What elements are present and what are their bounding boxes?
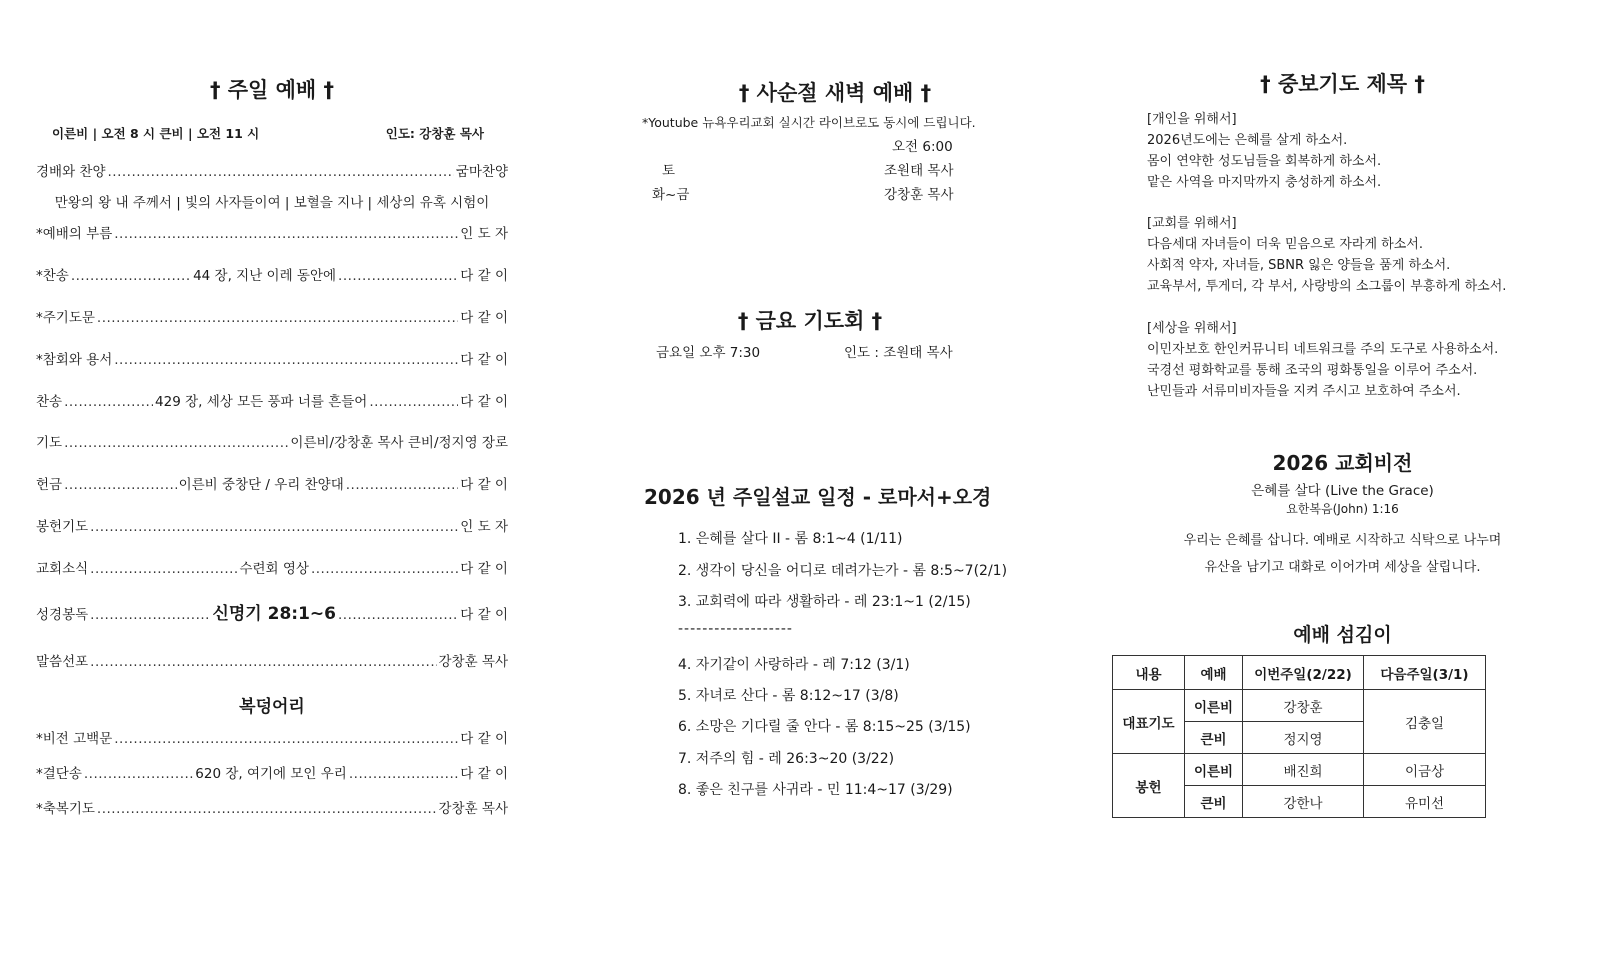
service-early: 이른비 [1185, 690, 1243, 722]
order-who: 인 도 자 [460, 519, 508, 535]
lent-dawn-title: † 사순절 새벽 예배 † [738, 81, 932, 105]
lent-leader: 강창훈 목사 [884, 187, 954, 203]
order-who: 굼마찬양 [455, 164, 508, 180]
prayer-item: 교육부서, 투게더, 각 부서, 사랑방의 소그룹이 부흥하게 하소서. [1147, 279, 1507, 294]
prayer-group-head: [개인을 위해서] [1147, 112, 1237, 127]
row-label-rep-prayer: 대표기도 [1113, 690, 1185, 754]
vision-text: 유산을 남기고 대화로 이어가며 세상을 살립니다. [1204, 560, 1481, 575]
order-who: 다 같 이 [460, 477, 508, 493]
worship-leader: 인도: 강창훈 목사 [385, 126, 484, 141]
order-label: *비전 고백문 [36, 731, 113, 747]
order-middle: 이른비 중창단 / 우리 찬양대 [178, 477, 344, 493]
order-label: *주기도문 [36, 310, 95, 326]
order-label: 성경봉독 [36, 607, 89, 623]
order-label: *예배의 부름 [36, 226, 113, 242]
table-header: 예배 [1185, 656, 1243, 690]
order-who: 강창훈 목사 [438, 801, 508, 817]
order-middle: 44 장, 지난 이레 동안에 [193, 268, 337, 284]
order-middle: 수련회 영상 [239, 561, 309, 577]
prayer-item: 이민자보호 한인커뮤니티 네트워크를 주의 도구로 사용하소서. [1147, 342, 1499, 357]
closing-title: 복덩어리 [239, 697, 305, 717]
table-cell: 강창훈 [1243, 690, 1364, 722]
prayer-item: 몸이 연약한 성도님들을 회복하게 하소서. [1147, 154, 1382, 169]
friday-prayer-title: † 금요 기도회 † [737, 309, 883, 333]
order-who: 인 도 자 [460, 226, 508, 242]
table-cell: 유미선 [1364, 786, 1486, 818]
order-row [36, 390, 508, 410]
prayer-item: 다음세대 자녀들이 더욱 믿음으로 자라게 하소서. [1147, 237, 1423, 252]
order-who: 다 같 이 [460, 394, 508, 410]
service-times: 이른비 | 오전 8 시 큰비 | 오전 11 시 [52, 126, 260, 141]
sermon-item: 3. 교회력에 따라 생활하라 - 레 23:1~1 (2/15) [678, 594, 971, 610]
order-row [36, 557, 508, 577]
servers-title: 예배 섬김이 [1293, 624, 1392, 646]
service-main: 큰비 [1185, 786, 1243, 818]
order-label: 경배와 찬양 [36, 164, 106, 180]
sermon-item: 4. 자기같이 사랑하라 - 레 7:12 (3/1) [678, 657, 910, 673]
table-cell: 정지영 [1243, 722, 1364, 754]
order-label: *참회와 용서 [36, 352, 113, 368]
order-row [36, 650, 508, 670]
prayer-item: 사회적 약자, 자녀들, SBNR 잃은 양들을 품게 하소서. [1147, 258, 1451, 273]
scripture-reading: 신명기 28:1~6 [212, 604, 336, 624]
order-row [36, 727, 508, 747]
order-who: 다 같 이 [460, 268, 508, 284]
table-cell: 강한나 [1243, 786, 1364, 818]
order-label: *결단송 [36, 766, 82, 782]
sermon-item: 6. 소망은 기다릴 줄 안다 - 롬 8:15~25 (3/15) [678, 719, 971, 735]
prayer-item: 난민들과 서류미비자들을 지켜 주시고 보호하여 주소서. [1147, 384, 1461, 399]
sermon-item: 8. 좋은 친구를 사귀라 - 민 11:4~17 (3/29) [678, 782, 953, 798]
order-label: 교회소식 [36, 561, 89, 577]
vision-title: 2026 교회비전 [1272, 451, 1413, 475]
order-middle: 620 장, 여기에 모인 우리 [195, 766, 347, 782]
lent-note: *Youtube 뉴욕우리교회 실시간 라이브로도 동시에 드립니다. [642, 115, 976, 130]
lent-day: 화~금 [652, 187, 690, 203]
service-main: 큰비 [1185, 722, 1243, 754]
order-who: 다 같 이 [460, 766, 508, 782]
order-row [36, 348, 508, 368]
order-row [36, 515, 508, 535]
order-who: 이른비/강창훈 목사 큰비/정지영 장로 [290, 435, 508, 451]
vision-verse: 요한복음(John) 1:16 [1286, 502, 1399, 516]
order-label: 말씀선포 [36, 654, 89, 670]
table-cell: 이금상 [1364, 754, 1486, 786]
order-who: 강창훈 목사 [438, 654, 508, 670]
order-row [36, 599, 508, 624]
order-row [36, 762, 508, 782]
prayer-item: 국경선 평화학교를 통해 조국의 평화통일을 이루어 주소서. [1147, 363, 1478, 378]
order-row [36, 160, 508, 180]
row-label-offering: 봉헌 [1113, 754, 1185, 818]
worship-info [52, 124, 508, 142]
order-label: *축복기도 [36, 801, 95, 817]
order-who: 다 같 이 [460, 352, 508, 368]
sermon-item: 1. 은혜를 살다 II - 롬 8:1~4 (1/11) [678, 531, 903, 547]
order-label: 봉헌기도 [36, 519, 89, 535]
sermon-item: 5. 자녀로 산다 - 롬 8:12~17 (3/8) [678, 688, 899, 704]
order-middle: 429 장, 세상 모든 풍파 너를 흔들어 [155, 394, 368, 410]
praise-songs: 만왕의 왕 내 주께서 | 빛의 사자들이여 | 보혈을 지나 | 세상의 유혹 시험이 [54, 195, 490, 211]
service-early: 이른비 [1185, 754, 1243, 786]
middle-column [642, 0, 1020, 971]
order-label: *찬송 [36, 268, 69, 284]
order-who: 다 같 이 [460, 607, 508, 623]
sermon-divider: ------------------- [678, 621, 793, 637]
vision-subtitle: 은혜를 살다 (Live the Grace) [1251, 483, 1434, 499]
order-row [36, 431, 508, 451]
prayer-item: 2026년도에는 은혜를 살게 하소서. [1147, 133, 1348, 148]
order-who: 다 같 이 [460, 731, 508, 747]
order-label: 헌금 [36, 477, 63, 493]
friday-time: 금요일 오후 7:30 [656, 345, 761, 361]
lent-day: 토 [662, 163, 676, 179]
order-row [36, 306, 508, 326]
sermon-item: 7. 저주의 힘 - 레 26:3~20 (3/22) [678, 751, 895, 767]
order-who: 다 같 이 [460, 310, 508, 326]
table-cell: 배진희 [1243, 754, 1364, 786]
prayer-group-head: [세상을 위해서] [1147, 321, 1237, 336]
prayer-item: 맡은 사역을 마지막까지 충성하게 하소서. [1147, 175, 1382, 190]
table-header: 다음주일(3/1) [1364, 656, 1486, 690]
order-row [36, 222, 508, 242]
lent-time: 오전 6:00 [892, 139, 953, 155]
friday-leader: 인도 : 조원태 목사 [844, 345, 953, 361]
sermon-schedule-title: 2026 년 주일설교 일정 - 로마서+오경 [644, 485, 992, 509]
prayer-title: † 중보기도 제목 † [1260, 72, 1425, 96]
order-row [36, 473, 508, 493]
order-who: 다 같 이 [460, 561, 508, 577]
order-row [36, 264, 508, 284]
sermon-item: 2. 생각이 당신을 어디로 데려가는가 - 롬 8:5~7(2/1) [678, 563, 1008, 579]
lent-leader: 조원태 목사 [884, 163, 954, 179]
right-column [1145, 0, 1540, 971]
order-row [36, 797, 508, 817]
order-label: 찬송 [36, 394, 63, 410]
table-header: 내용 [1113, 656, 1185, 690]
servers-table [1112, 655, 1486, 818]
table-cell: 김충일 [1364, 690, 1486, 754]
sunday-worship-title: † 주일 예배 † [209, 78, 335, 102]
prayer-group-head: [교회를 위해서] [1147, 216, 1237, 231]
order-label: 기도 [36, 435, 63, 451]
table-header: 이번주일(2/22) [1243, 656, 1364, 690]
vision-text: 우리는 은혜를 삽니다. 예배로 시작하고 식탁으로 나누며 [1183, 533, 1502, 548]
